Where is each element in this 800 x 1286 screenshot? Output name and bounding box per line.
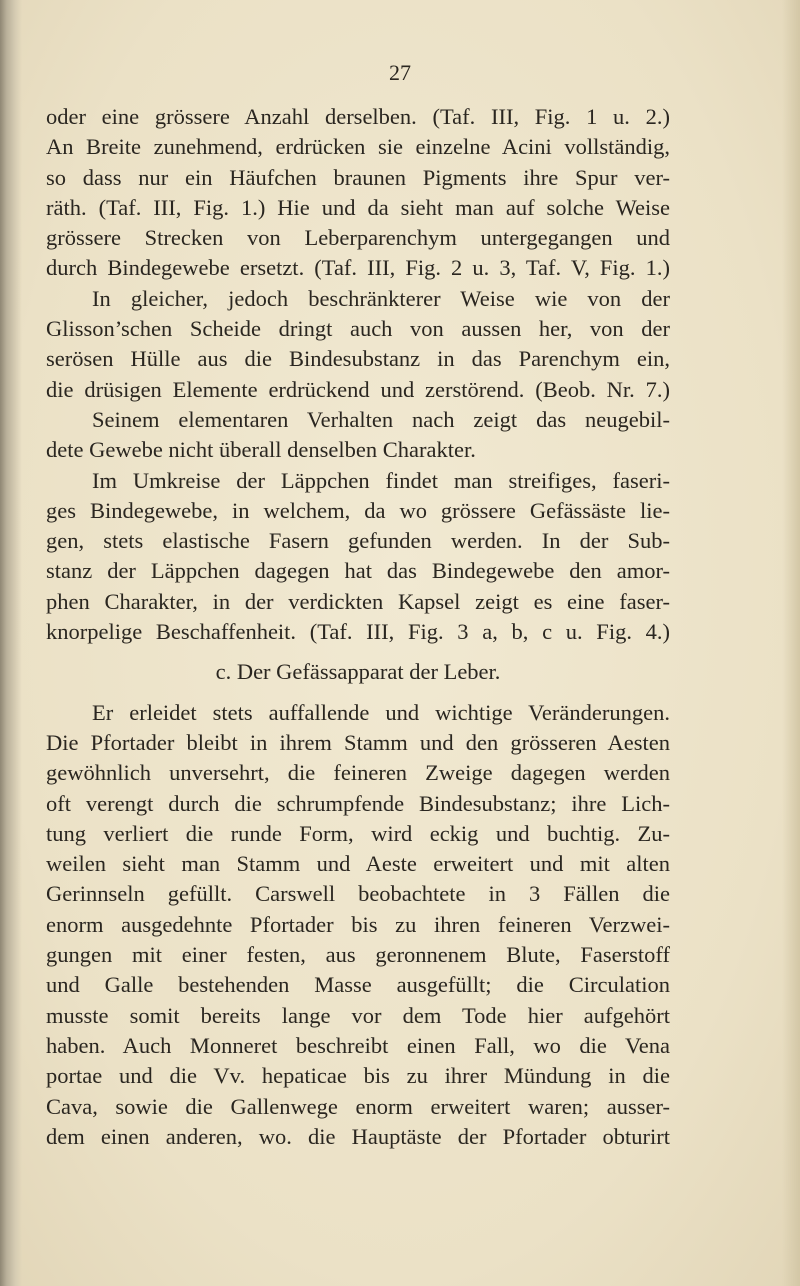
text-line: tung verliert die runde Form, wird eckig und buchtig. Zu-	[46, 820, 670, 846]
text-line: knorpelige Beschaffenheit. (Taf. III, Fig. 3 a, b, c u. Fig. 4.)	[46, 619, 670, 645]
book-spine-shadow	[0, 0, 22, 1286]
text-line: haben. Auch Monneret beschreibt einen Fall, wo die Vena	[46, 1032, 670, 1058]
text-line: dem einen anderen, wo. die Hauptäste der Pfortader obturirt	[46, 1123, 670, 1149]
text-line: durch Bindegewebe ersetzt. (Taf. III, Fig. 2 u. 3, Taf. V, Fig. 1.)	[46, 255, 670, 281]
page-edge	[782, 0, 800, 1286]
text-line: ges Bindegewebe, in welchem, da wo grössere Gefässäste lie-	[46, 497, 670, 523]
text-line: grössere Strecken von Leberparenchym untergegangen und	[46, 225, 670, 251]
body-text	[46, 102, 670, 1152]
text-line: portae und die Vv. hepaticae bis zu ihrer Mündung in die	[46, 1063, 670, 1089]
page-number: 27	[389, 60, 411, 85]
text-line: Gerinnseln gefüllt. Carswell beobachtete in 3 Fällen die	[46, 881, 670, 907]
text-line: Cava, sowie die Gallenwege enorm erweitert waren; ausser-	[46, 1093, 670, 1119]
text-line: Seinem elementaren Verhalten nach zeigt das neugebil-	[92, 406, 670, 432]
text-line: die drüsigen Elemente erdrückend und zerstörend. (Beob. Nr. 7.)	[46, 376, 670, 402]
section-heading: c. Der Gefässapparat der Leber.	[215, 659, 501, 685]
text-line: phen Charakter, in der verdickten Kapsel zeigt es eine faser-	[46, 588, 670, 614]
text-line: An Breite zunehmend, erdrücken sie einzelne Acini vollständig,	[46, 134, 670, 160]
text-line: musste somit bereits lange vor dem Tode hier aufgehört	[46, 1002, 670, 1028]
text-line: serösen Hülle aus die Bindesubstanz in das Parenchym ein,	[46, 346, 670, 372]
text-line: In gleicher, jedoch beschränkterer Weise wie von der	[92, 285, 670, 311]
text-line: stanz der Läppchen dagegen hat das Bindegewebe den amor-	[46, 558, 670, 584]
text-line: Die Pfortader bleibt in ihrem Stamm und den grösseren Aesten	[46, 729, 670, 755]
text-line: und Galle bestehenden Masse ausgefüllt; die Circulation	[46, 972, 670, 998]
text-line: so dass nur ein Häufchen braunen Pigments ihre Spur ver-	[46, 164, 670, 190]
text-line: gen, stets elastische Fasern gefunden werden. In der Sub-	[46, 528, 670, 554]
text-line: dete Gewebe nicht überall denselben Charakter.	[46, 437, 476, 463]
text-line: Glisson’schen Scheide dringt auch von aussen her, von der	[46, 316, 670, 342]
text-line: oft verengt durch die schrumpfende Bindesubstanz; ihre Lich-	[46, 790, 670, 816]
text-line: weilen sieht man Stamm und Aeste erweitert und mit alten	[46, 851, 670, 877]
text-line: oder eine grössere Anzahl derselben. (Taf. III, Fig. 1 u. 2.)	[46, 104, 670, 129]
text-line: gungen mit einer festen, aus geronnenem Blute, Faserstoff	[46, 942, 670, 968]
text-line: gewöhnlich unversehrt, die feineren Zweige dagegen werden	[46, 760, 670, 786]
text-line: Im Umkreise der Läppchen findet man streifiges, faseri-	[92, 467, 670, 493]
text-line: räth. (Taf. III, Fig. 1.) Hie und da sieht man auf solche Weise	[46, 194, 670, 220]
text-line: Er erleidet stets auffallende und wichtige Veränderungen.	[92, 699, 670, 725]
text-line: enorm ausgedehnte Pfortader bis zu ihren feineren Verzwei-	[46, 911, 670, 937]
